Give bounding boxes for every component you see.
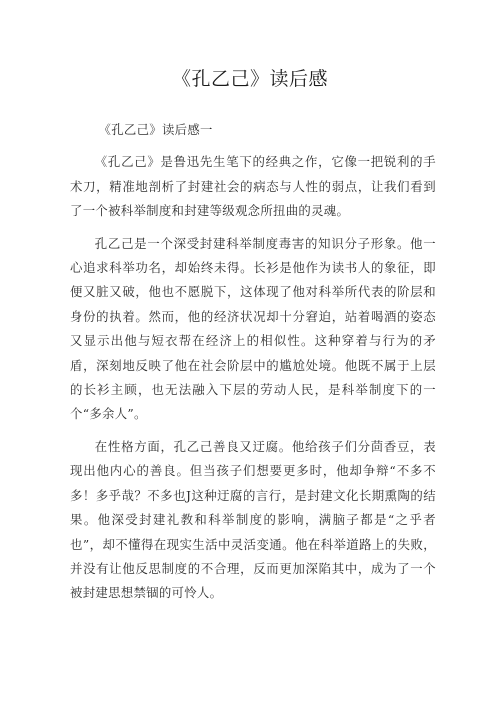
document-body: [70, 118, 436, 606]
paragraph: 孔乙己是一个深受封建科举制度毒害的知识分子形象。他一心追求科举功名，却始终未得。长衫是他作为读书人的象征，即便又脏又破，他也不愿脱下，这体现了他对科举所代表的阶层和身份的执着。然而，他的经济状况却十分窘迫，站着喝酒的姿态又显示出他与短衣帮在经济上的相似性。这种穿着与行为的矛盾，深刻地反映了他在社会阶层中的尴尬处境。他既不属于上层的长衫主顾，也无法融入下层的劳动人民，是科举制度下的一个“多余人”。: [70, 235, 436, 422]
paragraph: 《孔乙己》是鲁迅先生笔下的经典之作，它像一把锐利的手术刀，精准地剖析了封建社会的病态与人性的弱点，让我们看到了一个被科举制度和封建等级观念所扭曲的灵魂。: [70, 154, 436, 219]
section-subtitle: 《孔乙己》读后感一: [98, 122, 213, 137]
paragraph: 在性格方面，孔乙己善良又迂腐。他给孩子们分茴香豆，表现出他内心的善良。但当孩子们想要更多时，他却争辩“不多不多！多乎哉？不多也J这种迂腐的言行，是封建文化长期熏陶的结果。他深受封建礼教和科举制度的影响，满脑子都是“之乎者也”，却不懂得在现实生活中灵活变通。他在科举道路上的失败，并没有让他反思制度的不合理，反而更加深陷其中，成为了一个被封建思想禁锢的可怜人。: [70, 438, 436, 601]
document-title: 《孔乙己》读后感: [171, 68, 328, 90]
